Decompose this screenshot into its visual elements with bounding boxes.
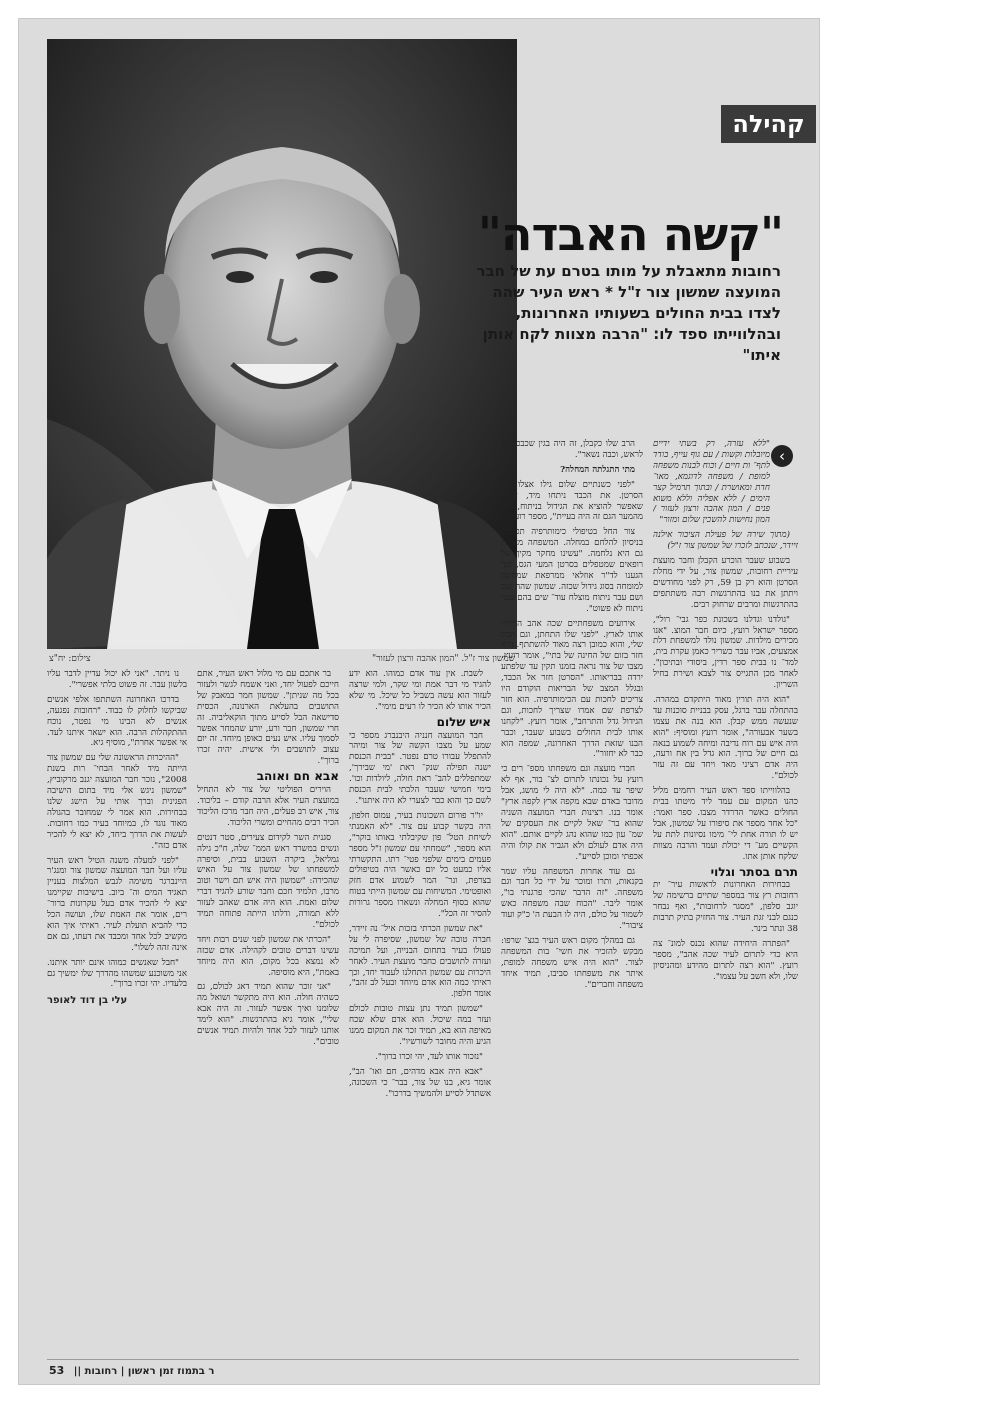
article-headline: "קשה האבדה" xyxy=(477,207,783,261)
column-2 xyxy=(501,439,643,1369)
poem-source: (מתוך שירה של פעילת הציבור אילנה זיידר, שנכתב לזכרו של שמשון צור ז"ל) xyxy=(653,530,798,552)
paragraph: "חבל שאנשים כמוהו אינם יותר איתנו. אני משוכנע שמשהו מהדרך שלו ימשיך גם בלעדיו. יהי זכרו ברוך". xyxy=(47,957,187,990)
paragraph: "לפני כשנתיים שלום גילו אצלו את הסרטן. את הכבד ניתחו מיד, אמרו שאפשר להוציא את הגידול בניתוח, ורק מהמער הגם זה היה בעיית", מספר רועץ. xyxy=(501,479,643,523)
photo-caption: שמשון צור ז"ל. "המון אהבה ורצון לעזור" xyxy=(371,654,515,664)
portrait-image xyxy=(47,39,517,649)
paragraph: הוירים הפוליטי של צור לא התחיל במועצת העיר אלא הרבה קודם – בליכוד. צור, איש רב פעלים, היה חבר מרכז הליכוד הכיר רבים מהחיים ומשרי הליכוד. xyxy=(197,785,339,828)
paragraph: בר אתכם עם מי מלול ראש העיר, אתם חייכם לפעול יחד, ואני אשמח לגשר ולעזור בכל מה שניתן". שמשון חמר במאבק של התושבים בהעלאת הארנונה, הכסית סדישאה הבל לסייע מתוך הוקאליביה. זה חרי שמשון, חבר ורע, יורע שהמחר אפשר לסמוך עליו. איש נעים כאופן מיוחד. זה יום עצוב לתושבים ולי אישית. יהיה זכרו ברוך". xyxy=(197,669,339,767)
photo-credit: צילום: יח"צ xyxy=(49,654,91,664)
paragraph: "גולדנו וגדלנו בשכונת כפר גבי־ רול", מספר ישראל רועץ, כיום חבר המוצ. "אנו מכירים מילדות. שמשון נולד למשפחת דלת אמצעים, אביו עבר כשריר כאמן עקרת בית, למד־ נו בבית ספר רדין, ביסודי ובתיכון". לאחר מכן התגייס צור לצבא ושירת בחיל השריון. xyxy=(653,614,798,691)
newspaper-page xyxy=(18,18,820,1385)
subheading: תרם בסתר וגלוי xyxy=(710,864,798,879)
portrait-photo xyxy=(47,39,517,649)
paragraph: נו ניתר. "אני לא יכול עדיין לדבר עליו בלשון עבר. זה פשוט בלתי אפשרי". xyxy=(47,669,187,690)
paragraph: בהלווייתו ספד ראש העיר רחמים מליל כהנו המקום עם עמד ליד מיטתו בבית החולים כאשר הדרדר מצבו. ספר ואמר: "כל אחד מספר את סיפורו על שמשון, אבל יש לו תורה אחת לי־ מימו נסיונות לתת על הקשיים מע־ די יכולת ועמד והרבה מצוות שלקח אותן אתו. xyxy=(653,786,798,862)
section-tag: קהילה xyxy=(721,105,816,143)
paragraph: "הוא היה תורין מאוד היתקדם במהרה. בהתחלה עבר ברגל, עסק בבניית סוכנות עד שנעשה ממש קבלן. הוא בנה את עצמו בשער אבעורה", אומר רועץ ומוסיף: "הוא היה איש עם רוח נדיבה ומיחה לשמוע בנאה גם חיים של ברוך. הוא גדל בין אח ורעה, היה אדם רציני מאד ויחד עם זה עזר לכולם". xyxy=(653,694,798,782)
column-4 xyxy=(197,669,339,1369)
paragraph: "לפני למעלה משנה הטיל ראש העיר עליו ועל חבר המועצה שמשון צור ומנג'ר היינברגר משימה לגבש המלצות בעניין תאגיד המים וה־ ביוב. בישיבות שקיימנו יצא לי להכיר אדם בעל עקרונות ברור־ רים, אומר את האמת שלו, ועושה הכל כדי להביא תועלת לעיר. ראיתי איך הוא מקשיב לכל אחד ומכבד את דעתו, גם אם אינה זהה לשלו". xyxy=(47,855,187,953)
paragraph: אירועים משפחתיים שכה אהב החזירו אותו לארץ. "לפני שלו התחתן, וגם הבת שלי, והוא כמובן רצה מאוד להשתתף. הוא חזר בזום של החינה של בתי", אומר רועץ. מצבו של צור נראה בזמנו תקין עד שלפתע ירדה בבריאותו. "הסרטן חזר אל הכבד, ובגלל המצב של הבריאות הוקודם היו צריכים לחכות עם הכימותרפיה. הוא חזר לצרפת שם אמרו שצריך לחכות, וגם הגידול גדל והתרחב", אומר רועץ. "לקחנו אותו לבית החולים בשבוע שעבר, וכבר הבנו שזאת הדרך האחרונה, שמפה הוא כבר לא יחזור". xyxy=(501,618,643,760)
page-number: 53 xyxy=(49,1364,65,1377)
footer-text: ר בתמוז זמן ראשון | רחובות || xyxy=(73,1366,215,1377)
column-3 xyxy=(349,669,491,1369)
paragraph: "את שמשון הכרתי בזכות איל־ נה זיידר, חברה טובה של שמשון, שסיפרה לי על פעולו בעיר בתחום הבנייה, ועל תמיכה ועזרה לתושבים כחבר מועצת העיר. לאחר היכרות עם שמשון התחלנו לעבוד יחד, וכך ראיתי כמה הוא אדם מיוחד ובעל לב זהב", אומר חלפון. xyxy=(349,923,491,1000)
paragraph: צור החל בטיפולי כימותרפיה תכופים בניסיון להלחם במחלה. המשפחה מציינת גם היא נלחמה. "עשינו מחקר מקיף על רופאים שמטפלים בסרטן המעי הגס, וכך הגענו לד"ר אוזלאי ממרפאת שמחשב למומחה בסוג גידול שכזה. שמשון שהה שם ושם עבר ניתוח מוצלח עוד־ שים בהם עבר ניתוח לא פשוט". xyxy=(501,527,643,614)
paragraph: "ההיכרות הראשונה שלי עם שמשון צור הייתה מיד לאחר הבחי־ רות בשנת 2008", נזכר חבר המועצה יגנב מרקוביץ, "שמשון ניגש אלי מיד בתום הישיבה הפגינית וברך אותי על הישג שלנו בבחירות. הוא אמר לי שמחובר בהגולה מאוד נוגד לו, במיוחד בעיר כמו רחובות. לעשות את הדרך ביחד, לא יצא לי להכיר אדם כזה". xyxy=(47,753,187,851)
subheading: אבא חם ואוהב xyxy=(256,769,339,784)
paragraph: גם עוד אחרות המשפחה עליו שמר בקנאות, ותרו ומוכר על ידי כל חבר וגם משפחה. "זה הדבר שהכי פרגנתי בו", אומר ליבר. "הכוח שבה משפחה כאש לשמור על כולם, היה לו הבעת ה' כ"ק ועוד ציבור". xyxy=(501,866,643,932)
column-5 xyxy=(47,669,187,1359)
paragraph: "נזכור אותו לעד, יהי זכרו ברוך". xyxy=(375,1051,483,1062)
paragraph: "שמשון תמיד נתן עצות טובות לכולם ועזר במה שיכול. הוא אדם שלא שכח מאיפה הוא בא, תמיד זכר את המקום ממנו הגיע והיה מחובר לשורשיו". xyxy=(349,1004,491,1047)
paragraph: יו"ר פורום השכונות בעיר, עמוס חלפון, היה בקשר קבוע עם צור. "לא האמנתי לשיחת הטל־ פון שקיבלתי באותו בוקר", הוא מספר, "שמחתי עם שמשון ז"ל מספר פעמים בימים שלפני פטי־ רתו. התקשרתי אליו כמעט כל יום כאשר היה בטיפולים בצרפת, ונר־ המר לשמוע אדם חזק ואופטימי. המשיחות עם שמשון הייתי בטוח שהוא בסוף המחלה ונשארו מספר גרורות להסיר זה הכל". xyxy=(349,810,491,920)
author-byline: עלי בן דוד לאופר xyxy=(47,995,128,1007)
paragraph: חברי מועצה וגם משפחתו מספ־ רים כי רועץ על נכונתו לתרום לצ־ בור, אף לא שיפר עד כמה. "לא היה לי מושג, אבל מדובר באדם שבא מקפה ארץ לקפה ארץ" אומר בנו. רצינות חברי המועצה השניה שהוא בר־ שאל לקיים את העסקים של שמ־ עון כמו שהוא נהג לקיים אותם. "הוא היה אדם לעולם ולא הגביר את קולו והיה אכפתי ומוכן לסייע". xyxy=(501,764,643,862)
column-1 xyxy=(653,439,798,1369)
arrow-icon: ‹ xyxy=(771,445,793,467)
poem-intro: "ללא עזרה, רק בשתי ידיים מיובלות וקשות / עם גוף עייף, בודד לתף־ ות חיים / וכוח לבנות משפחה למופת / משפחה לדוגמא, מאו־ חדת ומאושרת / ובתוך תרמיל קצר הימים / ללא אפליה וללא משוא פנים / המון אהבה ורצון לעזור / המון נחישות להשכין שלום ומזור" xyxy=(653,439,770,526)
paragraph: בדרכו האחרונה השתתפו אלפי אנשים שביקשו לחלוק לו כבוד. "רחובות נפגעה, אנשים לא הבינו מי נפטר, נוכח ההתקהלות הרבה. הוא ישאר איתנו לעד. אי אפשר אחרת", מוסיף גיא. xyxy=(47,694,187,749)
paragraph: לשבת. אין עוד אדם כמוהו. הוא ידע להגיד מי דבר אמת ומי שקר, ולמי שרצה לעזור הוא עשה בשביל כל שיכל. מי שלא הכיר אותו לא הכיר לו רעים מימי". xyxy=(349,669,491,712)
subheading: איש שלום xyxy=(436,714,491,729)
paragraph: סגנית השר לקידום צעירים, סטר דנטים ונשים במשרד ראש הממ־ שלה, ח"כ גילה גמליאל, ביקרה השבוע בבית, וסיפרה למשפחתו של שמשון צור על האיש שהכירה: "שמשון היה איש תם וישר וטוב מרבו, תלמיד חכם וחבר שורע להגיד דברי שלום ואמת. הוא היה אדם שאהב לעזור ללא תמורה, ודלתו הייתה פתוחה תמיד לכולם". xyxy=(197,832,339,930)
question: מתי התגלתה המחלה? xyxy=(560,464,635,475)
page-footer xyxy=(49,1364,214,1377)
paragraph: הרב שלו כקבלן, זה היה בגין שכבכם לו לראש, וכבה נשאר". xyxy=(501,439,643,460)
paragraph: חבר המועצה חנניה היבנברג מספר כי שמע על מצבו הקשה של צור ומיהר להתפלל עבורו טרם נפטר. "בבית הכנסת ישנה תפילה שנק־ ראת 'מי שבירך', שמתפללים להב־ ראת חולה, ליולדות וכו'. בימי חמישי שעבר הלכתי לבית הכנסת לשם כך והוא כבר לצערי לא היה איתנו". xyxy=(349,730,491,806)
paragraph: בשבוע שעבר הוכרע הקבלן וחבר מועצת עיריית רחובות, שמשון צור, על ידי מחלת הסרטן והוא רק בן 59, רק לפני מחודשים ויתתן את בנו בהתרגשות רבה משתתפים בהתרגשות ומרבים שרחוק רבים. xyxy=(653,556,798,610)
footer-rule xyxy=(47,1359,799,1360)
paragraph: "אבא היה אבא מדהים, חם ואו־ הב", אומר גיא, בנו של צור, בבר־ כי השכונה, אשתדל לסייע ולהמשיך בדרכו". xyxy=(349,1066,491,1099)
paragraph: גם במהלך מקום ראש העיר בגצ־ שרפו: מבקש להזכיר את חשי־ בות המשפחה לצור. "הוא היה איש משפחה למופת, איתר את משפחתו סביבו, תמיד איחד משפחה וחברים". xyxy=(501,935,643,990)
paragraph: "הכרתי את שמשון לפני שנים רבות ויחד עשינו דברים טובים לקהילה. אדם שכזה לא נמצא בכל מקום, הוא היה מיוחד באמת", היא מוסיפה. xyxy=(197,934,339,978)
paragraph: "אני זוכר שהוא תמיד דאג לכולם, גם כשהיה חולה. הוא היה מתקשר ושואל מה שלומנו ואיך אפשר לעזור. זה היה אבא שלי", אומר גיא בהתרגשות. "הוא לימד אותנו לעזור לכל אחד ולהיות תמיד אנשים טובים". xyxy=(197,982,339,1047)
paragraph: בבחירות האחרונות לראשות עיר־ ית רחובות רץ צור במספר שתיים ברשימה של יוגב סלפון, "מסגר לרחובות", ואף נבחר כנגם לבני זגת העיר. צור החזיק בתיק תרבות 38 ונתר בינר. xyxy=(653,880,798,935)
article-subhead: רחובות מתאבלת על מותו בטרם עת של חבר המועצה שמשון צור ז"ל * ראש העיר שהה לצדו בבית החולים בשעותיו האחרונות, ובהלווייתו ספד לו: "הרבה מצוות לקח אותן איתו" xyxy=(476,262,781,364)
paragraph: "הפתרה היחידה שהוא נכנס למונ־ צה היא כדי לתרום לעיר שכה אהב", מספר רועץ. "הוא רצה לתרום מהידע ומהניסיון שלו, ולא חשב על עצמו". xyxy=(653,938,798,982)
